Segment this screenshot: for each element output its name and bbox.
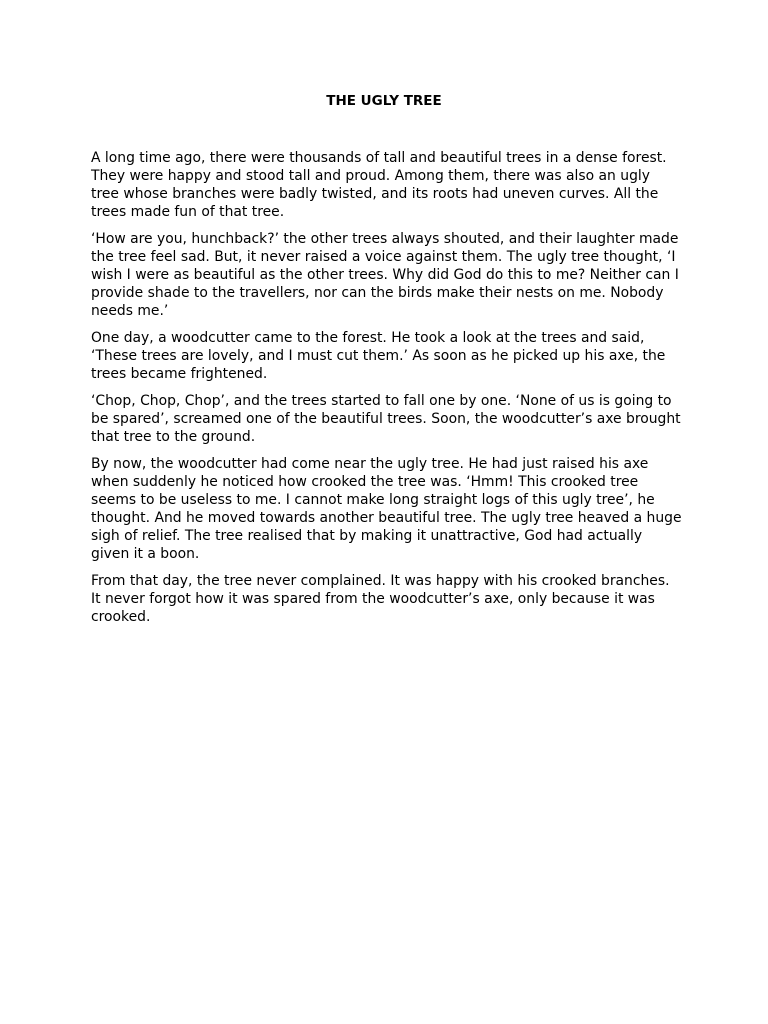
text-line: From that day, the tree never complained. It was happy with his crooked branches. bbox=[91, 573, 670, 589]
text-line: ‘How are you, hunchback?’ the other trees always shouted, and their laughter made bbox=[91, 231, 679, 247]
text-line: seems to be useless to me. I cannot make long straight logs of this ugly tree’, he bbox=[91, 492, 655, 508]
text-line: provide shade to the travellers, nor can the birds make their nests on me. Nobody bbox=[91, 285, 664, 301]
text-line: that tree to the ground. bbox=[91, 429, 256, 445]
text-line: be spared’, screamed one of the beautiful trees. Soon, the woodcutter’s axe brought bbox=[91, 411, 681, 427]
text-line: needs me.’ bbox=[91, 303, 169, 319]
text-line: A long time ago, there were thousands of tall and beautiful trees in a dense forest. bbox=[91, 150, 667, 166]
paragraph-5 bbox=[91, 455, 691, 563]
text-line: ‘Chop, Chop, Chop’, and the trees started to fall one by one. ‘None of us is going to bbox=[91, 393, 672, 409]
text-line: wish I were as beautiful as the other trees. Why did God do this to me? Neither can I bbox=[91, 267, 679, 283]
text-line: It never forgot how it was spared from the woodcutter’s axe, only because it was bbox=[91, 591, 655, 607]
text-line: when suddenly he noticed how crooked the tree was. ‘Hmm! This crooked tree bbox=[91, 474, 639, 490]
paragraph-3 bbox=[91, 329, 691, 383]
text-line: trees made fun of that tree. bbox=[91, 204, 285, 220]
text-line: By now, the woodcutter had come near the ugly tree. He had just raised his axe bbox=[91, 456, 649, 472]
text-line: One day, a woodcutter came to the forest. He took a look at the trees and said, bbox=[91, 330, 645, 346]
paragraph-4 bbox=[91, 392, 691, 446]
document-title: THE UGLY TREE bbox=[326, 93, 442, 109]
paragraph-1 bbox=[91, 149, 691, 221]
text-line: given it a boon. bbox=[91, 546, 200, 562]
text-line: ‘These trees are lovely, and I must cut them.’ As soon as he picked up his axe, the bbox=[91, 348, 666, 364]
paragraph-6 bbox=[91, 572, 691, 626]
text-line: the tree feel sad. But, it never raised a voice against them. The ugly tree thought, ‘I bbox=[91, 249, 676, 265]
paragraph-2 bbox=[91, 230, 691, 320]
text-line: tree whose branches were badly twisted, and its roots had uneven curves. All the bbox=[91, 186, 659, 202]
text-line: thought. And he moved towards another beautiful tree. The ugly tree heaved a huge bbox=[91, 510, 682, 526]
text-line: They were happy and stood tall and proud. Among them, there was also an ugly bbox=[91, 168, 650, 184]
text-line: sigh of relief. The tree realised that by making it unattractive, God had actually bbox=[91, 528, 643, 544]
document-body bbox=[91, 149, 691, 635]
text-line: crooked. bbox=[91, 609, 151, 625]
text-line: trees became frightened. bbox=[91, 366, 268, 382]
